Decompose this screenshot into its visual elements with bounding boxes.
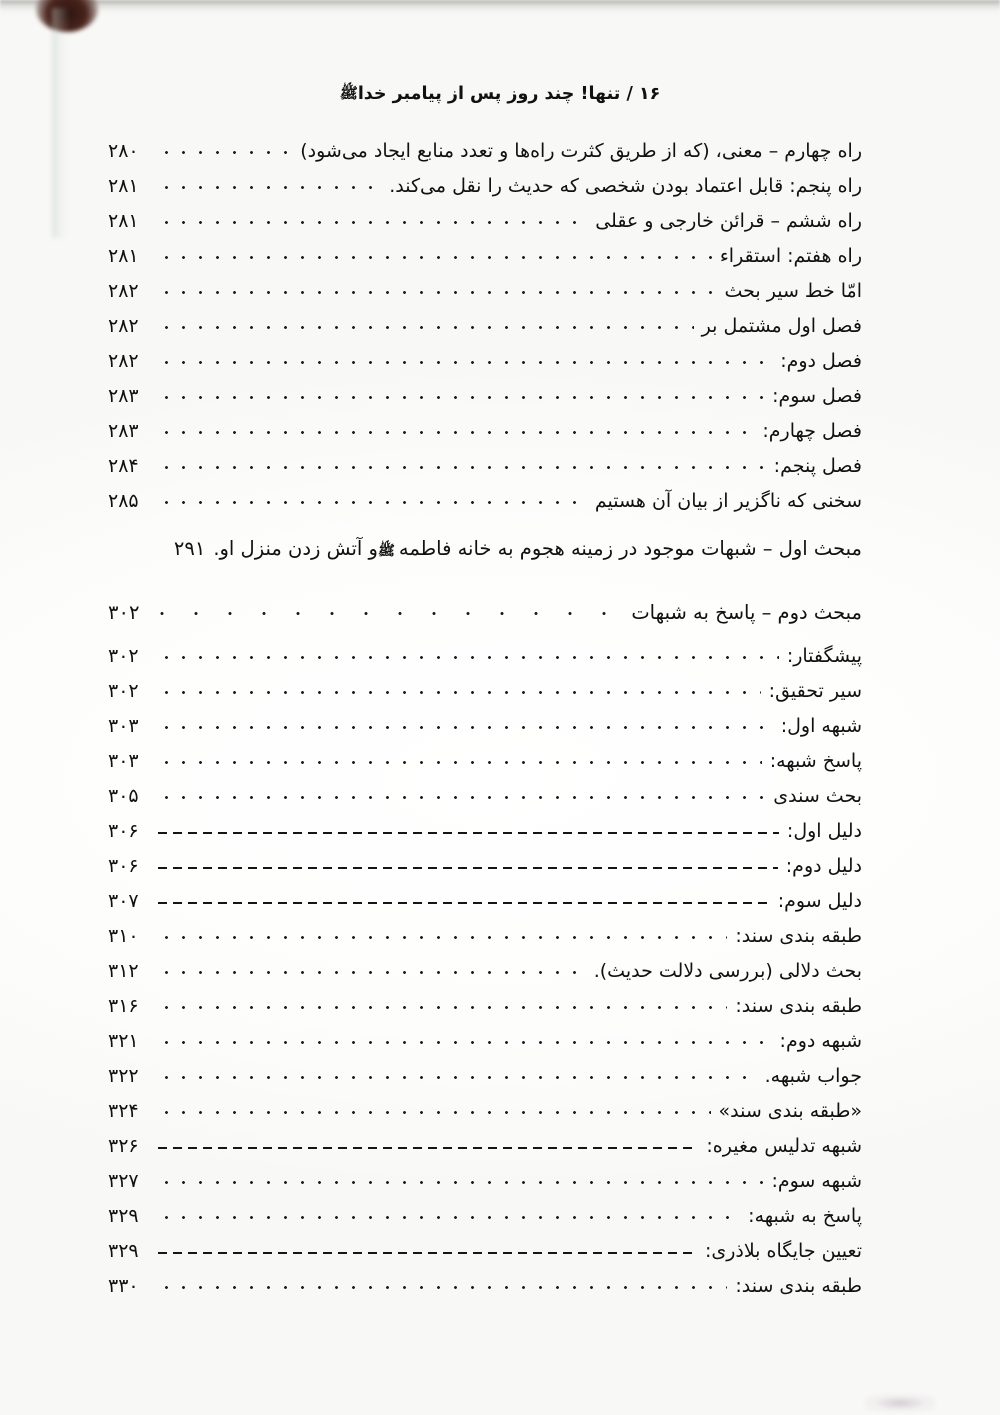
toc-entry[interactable]: [108, 313, 862, 348]
toc-entry-page-number: ۳۱۰: [108, 925, 139, 947]
toc-entry[interactable]: [108, 818, 862, 853]
honorific-ornament-icon: ﷺ: [377, 543, 395, 559]
toc-entry[interactable]: [108, 488, 862, 523]
toc-entry[interactable]: [108, 748, 862, 783]
toc-entry-page-number: ۳۲۷: [108, 1170, 139, 1192]
toc-entry-page-number: ۳۰۳: [108, 715, 139, 737]
toc-entry-page-number: ۲۸۳: [108, 385, 139, 407]
toc-entry-page-number: ۲۸۱: [108, 245, 139, 267]
toc-entry-page-number: ۳۰۳: [108, 750, 139, 772]
scan-left-edge-artifact: [52, 8, 70, 238]
toc-entry[interactable]: [108, 1028, 862, 1063]
toc-entry[interactable]: [108, 539, 862, 583]
toc-entry-title: شبهه دوم:: [779, 1030, 862, 1052]
toc-leader-dots: [158, 1203, 740, 1222]
toc-entry-title: بحث دلالی (بررسی دلالت حدیث).: [593, 960, 862, 982]
toc-entry[interactable]: [108, 243, 862, 278]
toc-leader-dots: [158, 993, 727, 1012]
toc-entry-title: بحث سندی: [773, 785, 862, 807]
toc-entry-title: فصل اول مشتمل بر: [701, 315, 862, 337]
toc-leader-dots: [158, 678, 761, 697]
toc-entry-page-number: ۲۸۲: [108, 350, 139, 372]
toc-entry[interactable]: [108, 278, 862, 313]
toc-leader-dots: [158, 138, 292, 157]
toc-entry-title: شبهه تدلیس مغیره:: [706, 1135, 862, 1157]
toc-entry-title: راه چهارم – معنی، (که از طریق کثرت راه‌ها و تعدد منابع ایجاد می‌شود): [300, 140, 862, 162]
honorific-ornament-icon: ﷺ: [339, 84, 358, 102]
toc-entry-title: امّا خط سیر بحث: [724, 280, 862, 302]
toc-entry-title: راه هفتم: استقراء: [719, 245, 862, 267]
toc-entry-title: طبقه بندی سند:: [735, 925, 862, 947]
toc-leader-dots: [158, 923, 727, 942]
toc-entry[interactable]: [108, 1203, 862, 1238]
toc-entry-page-number: ۳۱۲: [108, 960, 139, 982]
toc-entry-page-number: ۲۸۴: [108, 455, 139, 477]
toc-leader-dots: [158, 208, 587, 227]
toc-leader-dots: [158, 278, 717, 297]
toc-leader-dots: [158, 1168, 763, 1187]
toc-entry-title: پاسخ به شبهه:: [748, 1205, 862, 1227]
toc-entry[interactable]: [108, 783, 862, 818]
toc-entry-page-number: ۳۲۲: [108, 1065, 139, 1087]
toc-leader-dots: [158, 818, 779, 837]
toc-entry-title: دلیل اول:: [786, 820, 862, 842]
toc-entry[interactable]: [108, 1063, 862, 1098]
toc-entry-page-number: ۲۸۱: [108, 210, 139, 232]
toc-entry[interactable]: [108, 208, 862, 243]
toc-leader-dots: [158, 1273, 727, 1292]
toc-entry[interactable]: [108, 383, 862, 418]
table-of-contents: [108, 138, 862, 1308]
toc-entry-title-continued: و آتش زدن منزل او.: [213, 537, 378, 560]
toc-entry-title: مبحث اول – شبهات موجود در زمینه هجوم به خانه فاطمه: [398, 537, 862, 560]
toc-entry-page-number: ۲۹۱: [173, 537, 206, 560]
scan-top-edge-artifact: [0, 0, 1000, 16]
toc-entry-title: فصل سوم:: [772, 385, 862, 407]
toc-leader-dots: [158, 958, 586, 977]
toc-leader-dots: [158, 888, 770, 907]
toc-entry-title: جواب شبهه.: [764, 1065, 862, 1087]
toc-leader-dots: [158, 1063, 757, 1082]
toc-leader-dots: [158, 453, 766, 472]
toc-entry-page-number: ۲۸۲: [108, 315, 139, 337]
toc-entry[interactable]: [108, 923, 862, 958]
toc-leader-dots: [158, 643, 779, 662]
toc-entry-page-number: ۳۰۶: [108, 820, 139, 842]
toc-entry-title: شبهه سوم:: [771, 1170, 862, 1192]
toc-entry-page-number: ۳۰۵: [108, 785, 139, 807]
toc-leader-dots: [158, 713, 773, 732]
toc-entry-page-number: ۲۸۵: [108, 490, 139, 512]
scan-bottom-smudge-artifact: [865, 1395, 935, 1411]
toc-entry-title: فصل دوم:: [780, 350, 862, 372]
toc-entry-page-number: ۲۸۱: [108, 175, 139, 197]
toc-entry-title: مبحث دوم – پاسخ به شبهات: [631, 600, 862, 624]
toc-leader-dots: [158, 748, 762, 767]
toc-entry-page-number: ۳۳۰: [108, 1275, 139, 1297]
toc-entry[interactable]: [108, 958, 862, 993]
toc-leader-dots: [158, 1028, 772, 1047]
toc-entry[interactable]: [108, 348, 862, 383]
toc-entry[interactable]: [108, 138, 862, 173]
toc-entry-page-number: ۳۰۲: [108, 680, 139, 702]
toc-entry-title: فصل پنجم:: [773, 455, 862, 477]
toc-entry-page-number: ۳۲۹: [108, 1240, 139, 1262]
toc-entry[interactable]: [108, 1098, 862, 1133]
toc-leader-dots: [158, 418, 754, 437]
toc-entry[interactable]: [108, 453, 862, 488]
toc-leader-dots: [158, 313, 694, 332]
toc-entry-page-number: ۳۲۶: [108, 1135, 139, 1157]
toc-entry[interactable]: [108, 853, 862, 888]
toc-entry-title: سیر تحقیق:: [768, 680, 862, 702]
toc-entry-title: سخنی که ناگزیر از بیان آن هستیم: [594, 490, 862, 512]
toc-entry-title: «طبقه بندی سند»: [718, 1100, 862, 1122]
toc-leader-dots: [158, 173, 381, 192]
toc-entry-page-number: ۳۲۴: [108, 1100, 139, 1122]
running-head-book-title: تنها! چند روز پس از پیامبر خدا: [357, 84, 621, 104]
toc-entry[interactable]: [108, 888, 862, 923]
toc-leader-dots: [158, 348, 772, 367]
toc-entry-page-number: ۳۰۲: [108, 600, 140, 624]
toc-entry-title: فصل چهارم:: [762, 420, 862, 442]
running-head-page-number: ۱۶: [638, 84, 661, 104]
toc-leader-dots: [158, 1238, 697, 1257]
running-head-separator: /: [626, 84, 633, 104]
toc-entry-title: طبقه بندی سند:: [735, 995, 862, 1017]
toc-entry-page-number: ۳۱۶: [108, 995, 139, 1017]
toc-entry-title: دلیل سوم:: [777, 890, 862, 912]
toc-entry-title: پیشگفتار:: [786, 645, 862, 667]
toc-entry[interactable]: [108, 418, 862, 453]
running-head: [145, 84, 855, 106]
toc-entry-title: دلیل دوم:: [785, 855, 862, 877]
toc-entry[interactable]: [108, 1133, 862, 1168]
toc-entry-title: طبقه بندی سند:: [735, 1275, 862, 1297]
toc-leader-dots: [145, 599, 625, 619]
toc-entry-title: تعیین جایگاه بلاذری:: [704, 1240, 862, 1262]
toc-entry-page-number: ۳۲۱: [108, 1030, 139, 1052]
toc-entry[interactable]: [108, 1273, 862, 1308]
toc-entry-title: پاسخ شبهه:: [769, 750, 862, 772]
toc-entry-title: راه ششم – قرائن خارجی و عقلی: [595, 210, 862, 232]
toc-entry-title: شبهه اول:: [780, 715, 862, 737]
toc-entry[interactable]: [108, 1238, 862, 1273]
toc-entry[interactable]: [108, 173, 862, 208]
toc-entry-page-number: ۳۰۶: [108, 855, 139, 877]
toc-leader-dots: [158, 488, 587, 507]
toc-leader-dots: [158, 1098, 711, 1117]
toc-entry-page-number: ۲۸۳: [108, 420, 139, 442]
toc-leader-dots: [158, 853, 778, 872]
toc-entry-page-number: ۲۸۲: [108, 280, 139, 302]
toc-leader-dots: [158, 383, 764, 402]
toc-entry[interactable]: [108, 713, 862, 748]
toc-entry-page-number: ۳۰۷: [108, 890, 139, 912]
toc-leader-dots: [158, 783, 765, 802]
toc-entry-page-number: ۳۰۲: [108, 645, 139, 667]
toc-entry-title: راه پنجم: قابل اعتماد بودن شخصی که حدیث را نقل می‌کند.: [389, 175, 862, 197]
toc-entry-page-number: ۳۲۹: [108, 1205, 139, 1227]
toc-entry[interactable]: [108, 643, 862, 678]
toc-entry[interactable]: [108, 993, 862, 1028]
toc-entry[interactable]: [108, 678, 862, 713]
toc-leader-dots: [158, 243, 712, 262]
toc-entry-page-number: ۲۸۰: [108, 140, 139, 162]
toc-leader-dots: [158, 1133, 698, 1152]
toc-entry[interactable]: [108, 599, 862, 643]
toc-entry[interactable]: [108, 1168, 862, 1203]
